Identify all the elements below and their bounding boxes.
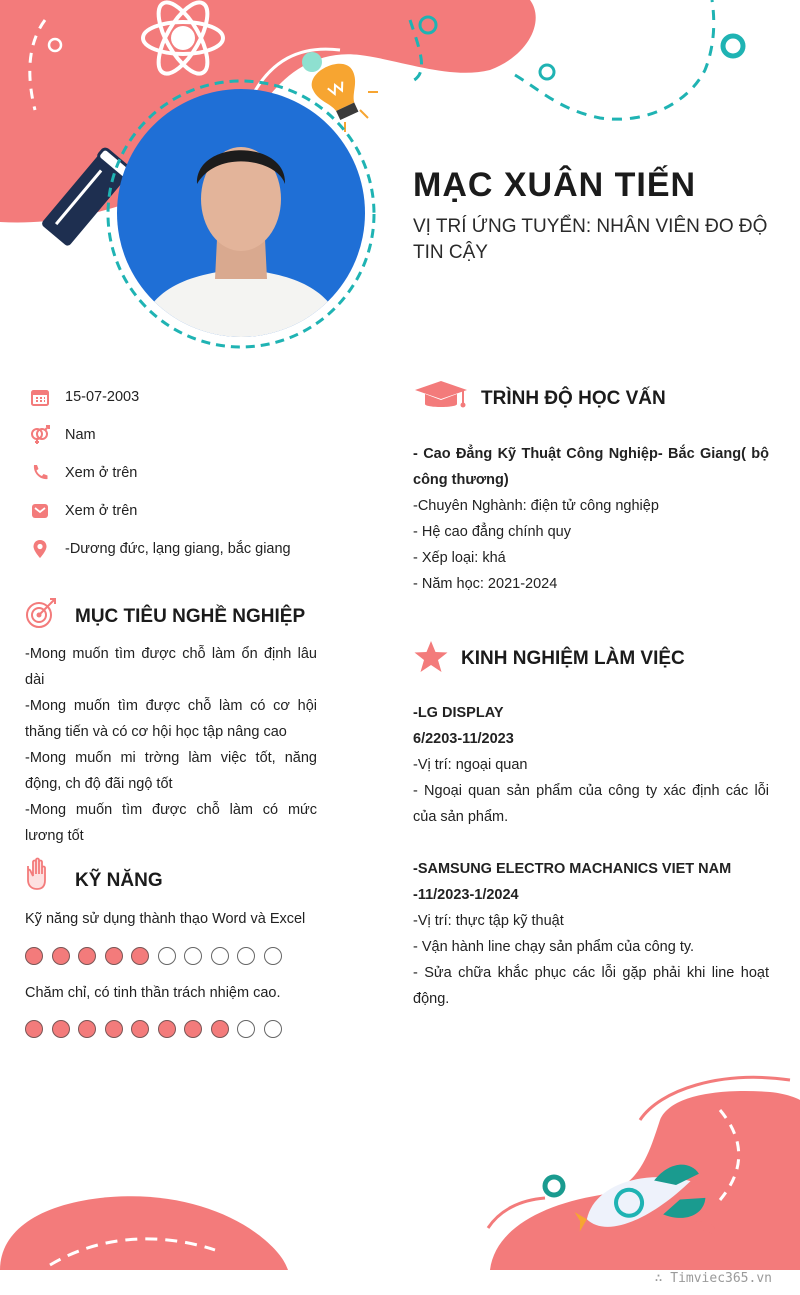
- rating-dot-empty: [184, 947, 202, 965]
- education-line: -Chuyên Nghành: điện tử công nghiệp: [413, 498, 659, 514]
- experience-title: KINH NGHIỆM LÀM VIỆC: [461, 648, 685, 669]
- skill-label: Kỹ năng sử dụng thành thạo Word và Excel: [25, 911, 306, 927]
- rating-dot-empty: [264, 1020, 282, 1038]
- gender-value: Nam: [65, 427, 96, 443]
- rating-dot-filled: [184, 1020, 202, 1038]
- target-icon: [24, 596, 58, 630]
- skills-title: KỸ NĂNG: [75, 870, 163, 891]
- rating-dot-filled: [25, 947, 43, 965]
- skill-label: Chăm chỉ, có tinh thần trách nhiệm cao.: [25, 985, 281, 1001]
- rating-dot-empty: [211, 947, 229, 965]
- rating-dot-filled: [52, 947, 70, 965]
- rating-dot-filled: [78, 1020, 96, 1038]
- objective-line: -Mong muốn tìm được chỗ làm có mức lương tốt: [25, 802, 317, 844]
- location-pin-icon: [30, 539, 50, 559]
- education-school: - Cao Đẳng Kỹ Thuật Công Nghiệp- Bắc Giang( bộ công thương): [413, 446, 769, 488]
- job-line: - Vận hành line chạy sản phẩm của công ty.: [413, 939, 695, 955]
- objective-line: -Mong muốn tìm được chỗ làm ổn định lâu dài: [25, 646, 317, 688]
- calendar-icon: [30, 387, 50, 407]
- rating-dot-filled: [78, 947, 96, 965]
- graduation-cap-icon: [413, 378, 469, 414]
- rating-dot-filled: [25, 1020, 43, 1038]
- experience-job: [413, 856, 769, 1012]
- job-company: -SAMSUNG ELECTRO MACHANICS VIET NAM: [413, 861, 732, 877]
- rating-dot-filled: [105, 947, 123, 965]
- rating-dot-empty: [237, 947, 255, 965]
- rating-dot-filled: [131, 1020, 149, 1038]
- skill-rating: [25, 947, 282, 965]
- objective-text: [25, 641, 317, 849]
- rating-dot-filled: [158, 1020, 176, 1038]
- profile-photo: [117, 89, 365, 337]
- education-line: - Xếp loại: khá: [413, 550, 506, 566]
- applied-position: VỊ TRÍ ỨNG TUYỂN: NHÂN VIÊN ĐO ĐỘ TIN CẬY: [413, 216, 768, 263]
- experience-job: [413, 700, 769, 830]
- job-line: -Vị trí: thực tập kỹ thuật: [413, 913, 564, 929]
- rating-dot-empty: [237, 1020, 255, 1038]
- email-value: Xem ở trên: [65, 503, 138, 519]
- job-company: -LG DISPLAY: [413, 705, 504, 721]
- education-line: - Hệ cao đẳng chính quy: [413, 524, 571, 540]
- rating-dot-filled: [131, 947, 149, 965]
- education-text: [413, 441, 769, 597]
- gender-icon: [30, 425, 50, 445]
- objective-line: -Mong muốn mi trờng làm việc tốt, năng động, ch độ đãi ngộ tốt: [25, 750, 317, 792]
- rating-dot-filled: [211, 1020, 229, 1038]
- rating-dot-filled: [52, 1020, 70, 1038]
- rating-dot-empty: [264, 947, 282, 965]
- site-watermark: ∴ Timviec365.vn: [654, 1271, 772, 1286]
- birthday-value: 15-07-2003: [65, 389, 140, 405]
- objective-title: MỤC TIÊU NGHỀ NGHIỆP: [75, 606, 306, 627]
- candidate-name: MẠC XUÂN TIẾN: [413, 166, 697, 204]
- job-period: -11/2023-1/2024: [413, 887, 519, 903]
- rating-dot-empty: [158, 947, 176, 965]
- job-period: 6/2203-11/2023: [413, 731, 514, 747]
- rating-dot-filled: [105, 1020, 123, 1038]
- education-title: TRÌNH ĐỘ HỌC VẤN: [481, 388, 666, 409]
- phone-value: Xem ở trên: [65, 465, 138, 481]
- education-line: - Năm học: 2021-2024: [413, 576, 558, 592]
- job-line: - Ngoại quan sản phẩm của công ty xác định các lỗi của sản phẩm.: [413, 783, 769, 825]
- star-icon: [413, 640, 449, 674]
- phone-icon: [30, 463, 50, 483]
- job-line: -Vị trí: ngoại quan: [413, 757, 528, 773]
- email-icon: [30, 501, 50, 521]
- hand-icon: [24, 856, 48, 890]
- address-value: -Dương đức, lạng giang, bắc giang: [65, 541, 291, 557]
- objective-line: -Mong muốn tìm được chỗ làm có cơ hội thăng tiến và có cơ hội học tập nâng cao: [25, 698, 317, 740]
- skill-rating: [25, 1020, 282, 1038]
- job-line: - Sửa chữa khắc phục các lỗi gặp phải khi line hoạt động.: [413, 965, 769, 1007]
